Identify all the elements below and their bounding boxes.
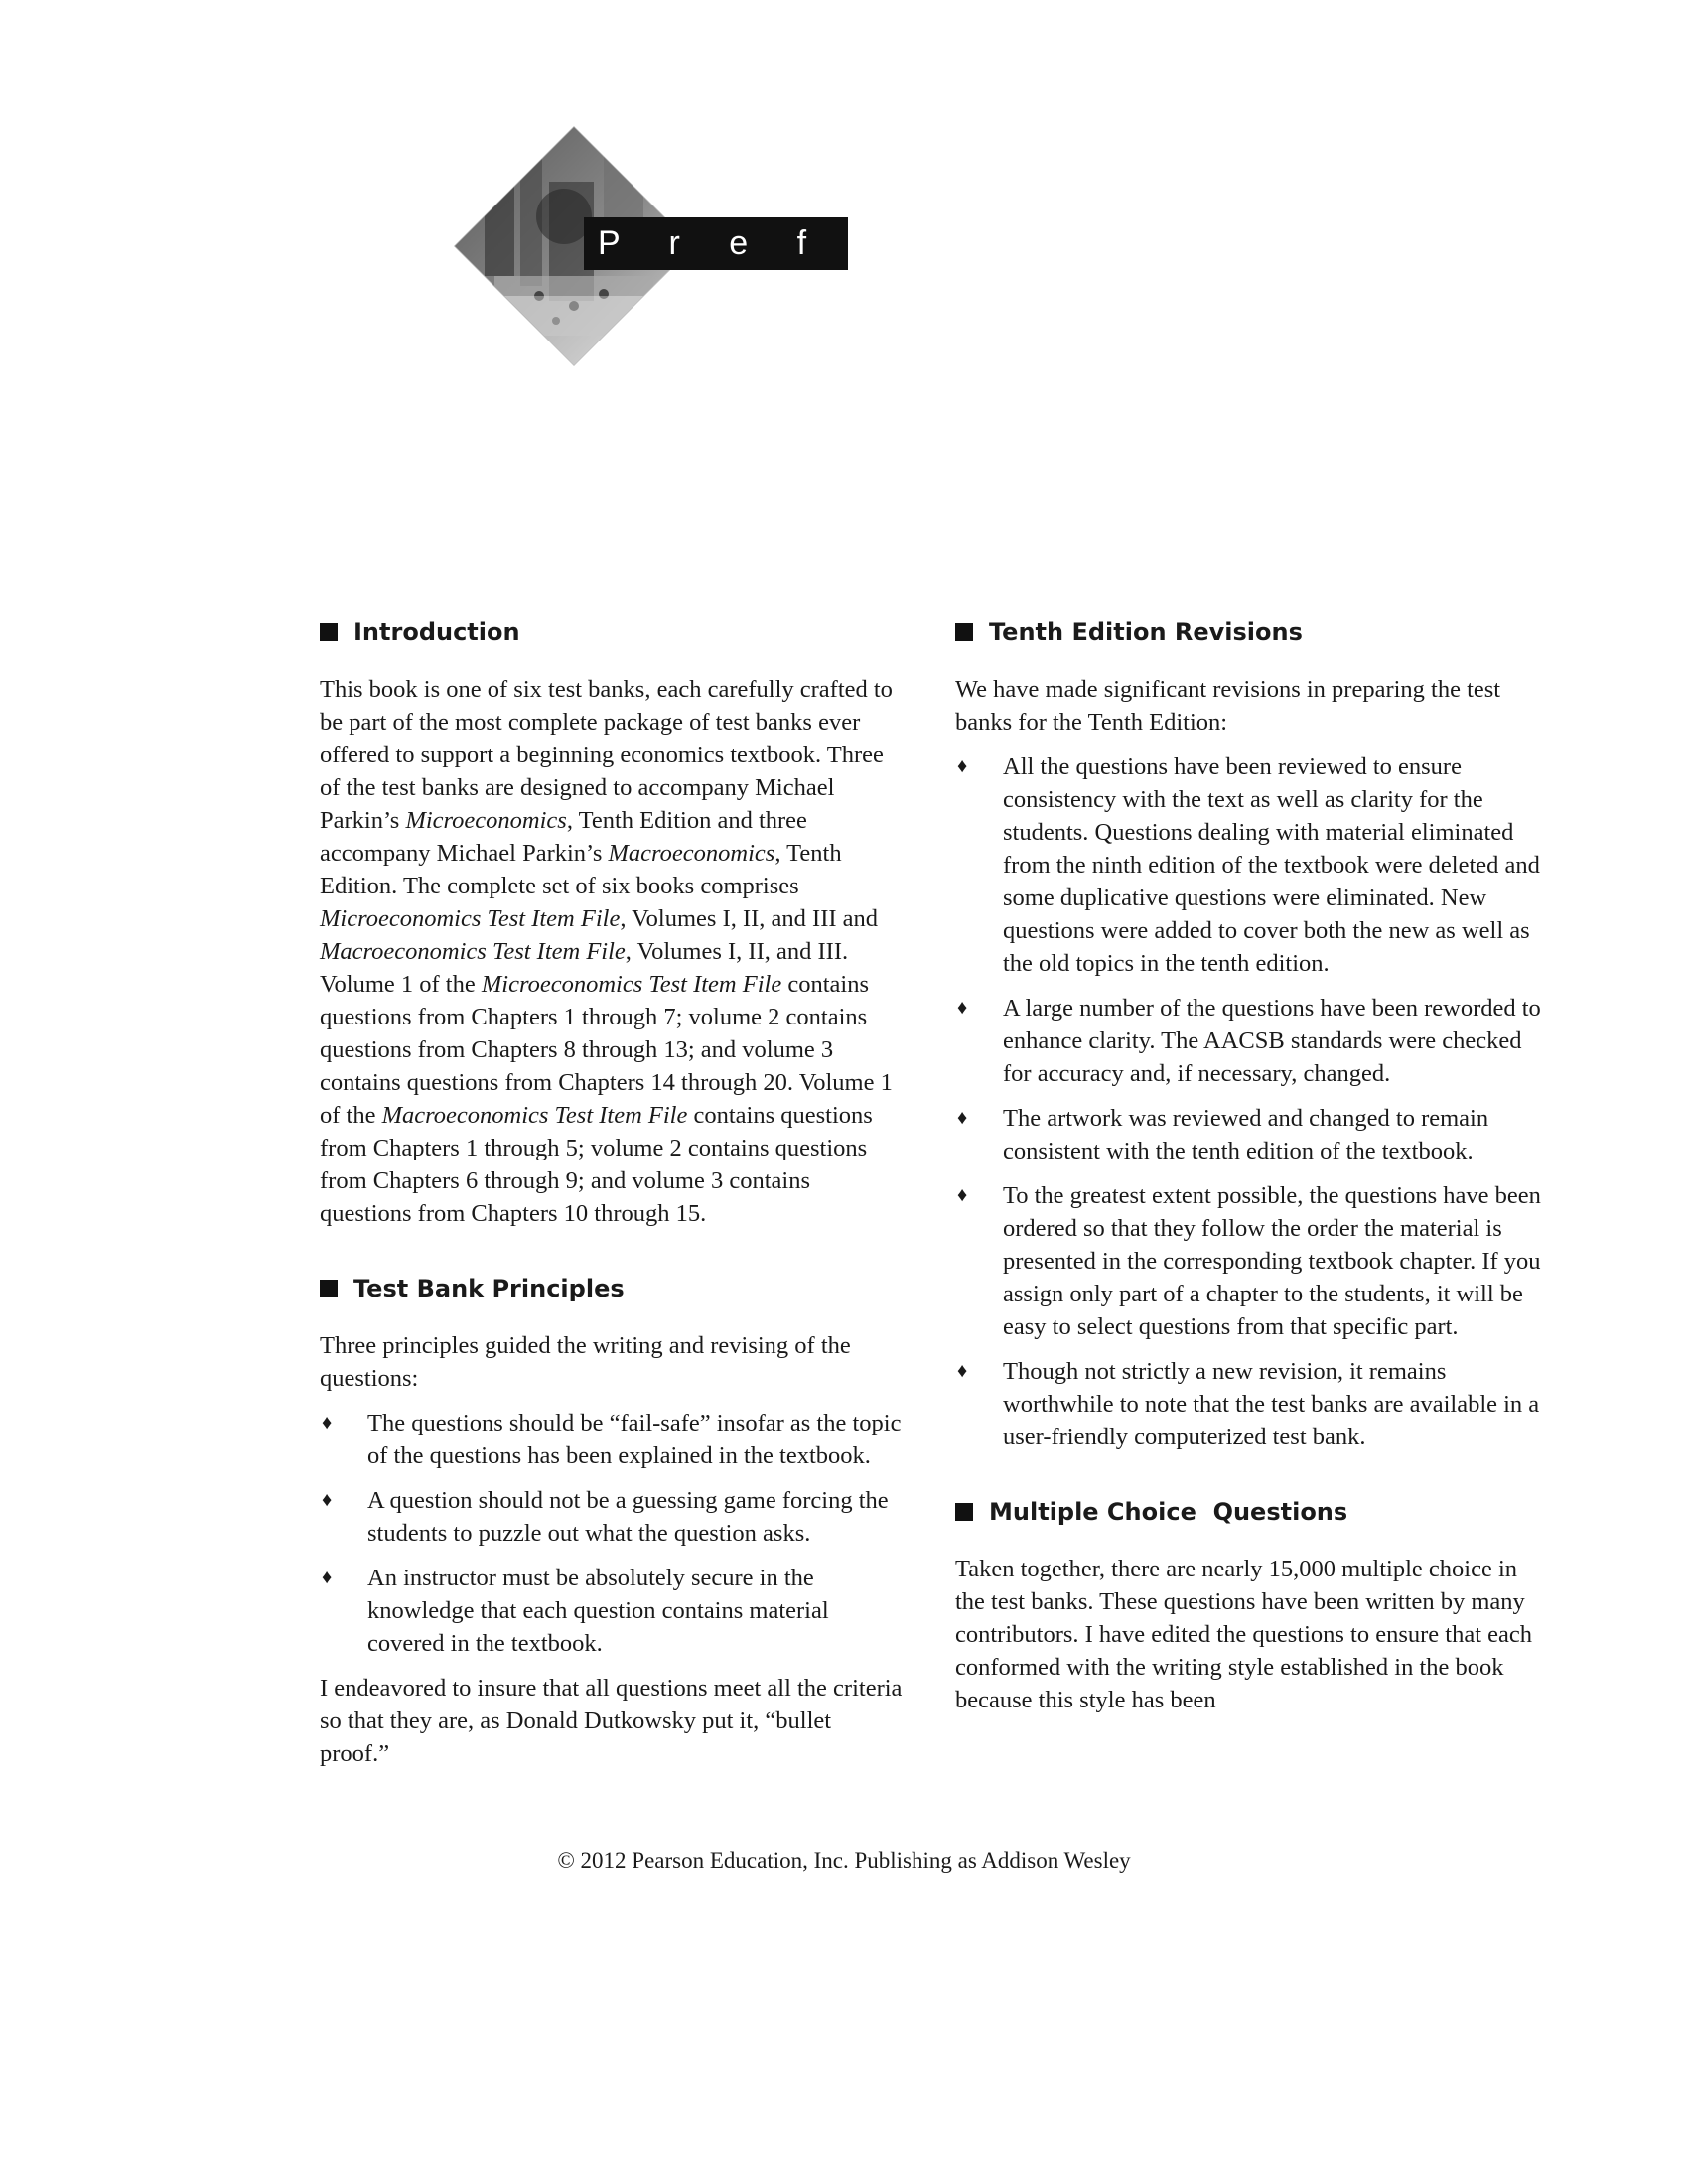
- diamond-bullet-icon: ♦: [322, 1412, 333, 1433]
- square-bullet-icon: [955, 1503, 973, 1521]
- copyright-footer: © 2012 Pearson Education, Inc. Publishing as Addison Wesley: [557, 1848, 1131, 1873]
- list-item: ♦ A question should not be a guessing game forcing the students to puzzle out what the question asks.: [320, 1484, 906, 1550]
- square-bullet-icon: [320, 623, 338, 641]
- introduction-paragraph: This book is one of six test banks, each carefully crafted to be part of the most complete package of test banks ever offered to support a beginning economics textbook. Three of the test banks are designed to accompany Michael Parkin’s Microeconomics, Tenth Edition and three accompany Michael Parkin’s Macroeconomics, Tenth Edition. The complete set of six books comprises Microeconomics Test Item File, Volumes I, II, and III and Macroeconomics Test Item File, Volumes I, II, and III. Volume 1 of the Microeconomics Test Item File contains questions from Chapters 1 through 7; volume 2 contains questions from Chapters 8 through 13; and volume 3 contains questions from Chapters 14 through 20. Volume 1 of the Macroeconomics Test Item File contains questions from Chapters 1 through 5; volume 2 contains questions from Chapters 6 through 9; and volume 3 contains questions from Chapters 10 through 15.: [320, 676, 893, 1227]
- list-item: ♦ The artwork was reviewed and changed to remain consistent with the tenth edition of the textbook.: [955, 1102, 1551, 1167]
- diamond-bullet-icon: ♦: [322, 1567, 333, 1588]
- principles-intro: Three principles guided the writing and revising of the questions:: [320, 1332, 851, 1392]
- tenth-edition-revisions-heading: Tenth Edition Revisions: [955, 615, 1551, 649]
- square-bullet-icon: [955, 623, 973, 641]
- multiple-choice-paragraph: Taken together, there are nearly 15,000 multiple choice in the test banks. These questions have been written by many contributors. I have edited the questions to ensure that each conformed with the writing style established in the book because this style has been: [955, 1556, 1533, 1713]
- list-item: ♦ All the questions have been reviewed to ensure consistency with the text as well as clarity for the students. Questions dealing with material eliminated from the ninth edition of the textbook were deleted and some duplicative questions were eliminated. New questions were added to cover both the new as well as the old topics in the tenth edition.: [955, 751, 1551, 980]
- diamond-bullet-icon: ♦: [957, 1360, 968, 1382]
- diamond-bullet-icon: ♦: [322, 1489, 333, 1511]
- test-bank-principles-heading: Test Bank Principles: [320, 1272, 906, 1305]
- diamond-bullet-icon: ♦: [957, 997, 968, 1019]
- principles-list: [320, 1407, 906, 1660]
- diamond-bullet-icon: ♦: [957, 1184, 968, 1206]
- multiple-choice-questions-heading: Multiple Choice Questions: [955, 1495, 1551, 1529]
- left-column: [320, 615, 906, 1782]
- list-item: ♦ The questions should be “fail-safe” insofar as the topic of the questions has been explained in the textbook.: [320, 1407, 906, 1472]
- diamond-bullet-icon: ♦: [957, 755, 968, 777]
- principles-closing: I endeavored to insure that all questions meet all the criteria so that they are, as Donald Dutkowsky put it, “bullet proof.”: [320, 1675, 903, 1767]
- list-item: ♦ An instructor must be absolutely secure in the knowledge that each question contains material covered in the textbook.: [320, 1562, 906, 1660]
- list-item: ♦ A large number of the questions have been reworded to enhance clarity. The AACSB standards were checked for accuracy and, if necessary, changed.: [955, 992, 1551, 1090]
- right-column: [955, 615, 1551, 1728]
- introduction-heading: Introduction: [320, 615, 906, 649]
- list-item: ♦ To the greatest extent possible, the questions have been ordered so that they follow the order the material is presented in the corresponding textbook chapter. If you assign only part of a chapter to the students, it will be easy to select questions from that specific part.: [955, 1179, 1551, 1343]
- revisions-intro: We have made significant revisions in preparing the test banks for the Tenth Edition:: [955, 676, 1501, 736]
- square-bullet-icon: [320, 1280, 338, 1297]
- list-item: ♦ Though not strictly a new revision, it remains worthwhile to note that the test banks are available in a user-friendly computerized test bank.: [955, 1355, 1551, 1453]
- page-title: P r e f a c e: [584, 217, 848, 270]
- revisions-list: [955, 751, 1551, 1453]
- diamond-bullet-icon: ♦: [957, 1107, 968, 1129]
